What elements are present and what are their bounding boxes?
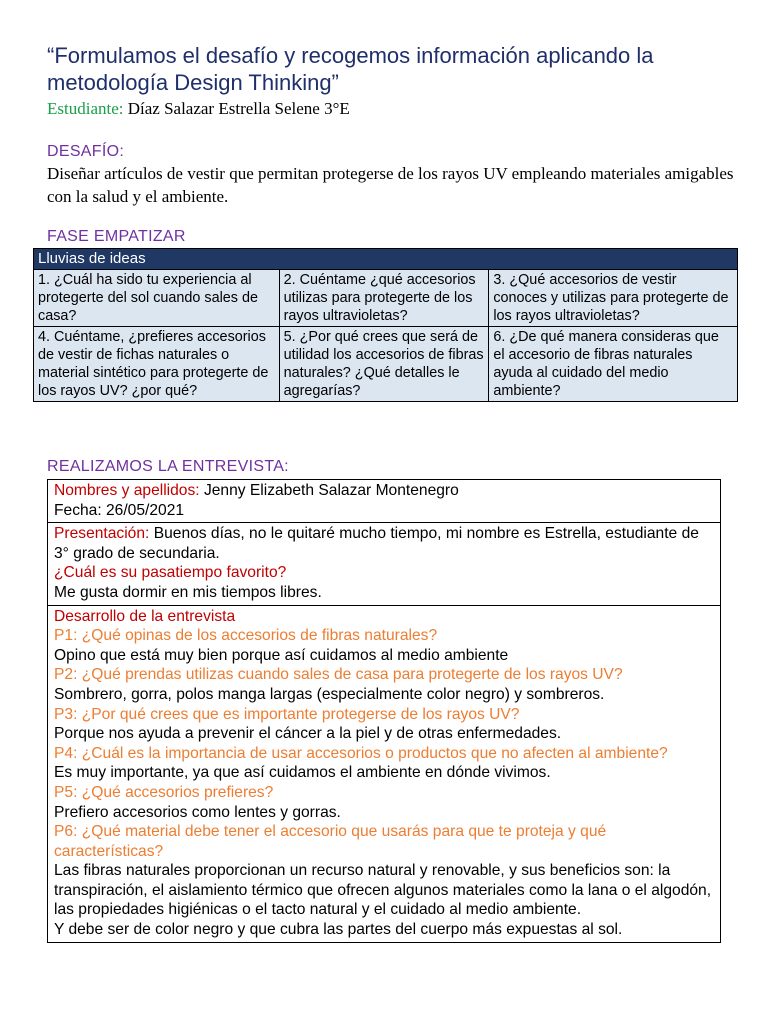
interview-answer: Opino que está muy bien porque así cuidamos al medio ambiente: [54, 646, 509, 664]
student-label: Estudiante:: [47, 99, 124, 118]
interview-answer: Sombrero, gorra, polos manga largas (especialmente color negro) y sombreros.: [54, 685, 605, 703]
hobby-answer: Me gusta dormir en mis tiempos libres.: [54, 583, 322, 601]
interview-heading: REALIZAMOS LA ENTREVISTA:: [47, 458, 289, 475]
challenge-text: Diseñar artículos de vestir que permitan protegerse de los rayos UV empleando materiales amigables con la salud y el ambiente.: [47, 164, 734, 206]
interview-date: Fecha: 26/05/2021: [54, 501, 185, 519]
interview-table: [47, 479, 721, 943]
names-value: Jenny Elizabeth Salazar Montenegro: [199, 482, 459, 499]
presentation-cell: [48, 523, 721, 605]
brainstorm-question: 2. Cuéntame ¿qué accesorios utilizas para protegerte de los rayos ultravioletas?: [279, 270, 489, 327]
brainstorm-question: 1. ¿Cuál ha sido tu experiencia al protegerte del sol cuando sales de casa?: [34, 270, 280, 327]
brainstorm-table: [33, 248, 738, 402]
interview-answer: Las fibras naturales proporcionan un recurso natural y renovable, y sus beneficios son: la transpiración, el aislamiento térmico que ofrecen algunos materiales como la lana o el algodón, las propiedades higiénicas o el tacto natural y el cuidado al medio ambiente.: [54, 862, 712, 919]
brainstorm-question: 5. ¿Por qué crees que será de utilidad los accesorios de fibras naturales? ¿Qué detalles le agregarías?: [279, 327, 489, 402]
interview-answer: Y debe ser de color negro y que cubra las partes del cuerpo más expuestas al sol.: [54, 921, 623, 939]
brainstorm-question: 6. ¿De qué manera consideras que el accesorio de fibras naturales ayuda al cuidado del medio ambiente?: [489, 327, 738, 402]
interview-question: P2: ¿Qué prendas utilizas cuando sales de casa para protegerte de los rayos UV?: [54, 666, 623, 684]
interview-question: P3: ¿Por qué crees que es importante protegerse de los rayos UV?: [54, 705, 520, 723]
interviewee-cell: [48, 480, 721, 523]
presentation-line: [54, 524, 714, 563]
interview-question: P5: ¿Qué accesorios prefieres?: [54, 783, 274, 801]
interview-question: P1: ¿Qué opinas de los accesorios de fibras naturales?: [54, 627, 438, 645]
hobby-question: ¿Cuál es su pasatiempo favorito?: [54, 564, 287, 582]
student-line: [47, 98, 350, 120]
challenge-heading: DESAFÍO:: [47, 143, 125, 160]
development-cell: [48, 605, 721, 942]
brainstorm-table-header: Lluvias de ideas: [34, 249, 738, 270]
interview-question: P4: ¿Cuál es la importancia de usar accesorios o productos que no afecten al ambiente?: [54, 744, 668, 762]
presentation-label: Presentación:: [54, 525, 150, 543]
presentation-text: Buenos días, no le quitaré mucho tiempo, mi nombre es Estrella, estudiante de 3° grado de secundaria.: [54, 525, 699, 562]
interview-question: P6: ¿Qué material debe tener el accesorio que usarás para que te proteja y qué características?: [54, 823, 607, 860]
interviewee-line: [54, 481, 714, 501]
document-title: “Formulamos el desafío y recogemos información aplicando la metodología Design Thinking”: [47, 43, 654, 95]
brainstorm-question: 4. Cuéntame, ¿prefieres accesorios de vestir de fichas naturales o material sintético para protegerte de los rayos UV? ¿por qué?: [34, 327, 280, 402]
interview-answer: Porque nos ayuda a prevenir el cáncer a la piel y de otras enfermedades.: [54, 725, 562, 743]
empathize-heading: FASE EMPATIZAR: [47, 228, 186, 245]
interview-answer: Prefiero accesorios como lentes y gorras.: [54, 803, 341, 821]
development-label: Desarrollo de la entrevista: [54, 607, 236, 625]
interview-answer: Es muy importante, ya que así cuidamos el ambiente en dónde vivimos.: [54, 764, 551, 782]
names-label: Nombres y apellidos:: [54, 482, 200, 499]
brainstorm-question: 3. ¿Qué accesorios de vestir conoces y utilizas para protegerte de los rayos ultravioletas?: [489, 270, 738, 327]
student-name: Díaz Salazar Estrella Selene 3°E: [127, 99, 350, 118]
